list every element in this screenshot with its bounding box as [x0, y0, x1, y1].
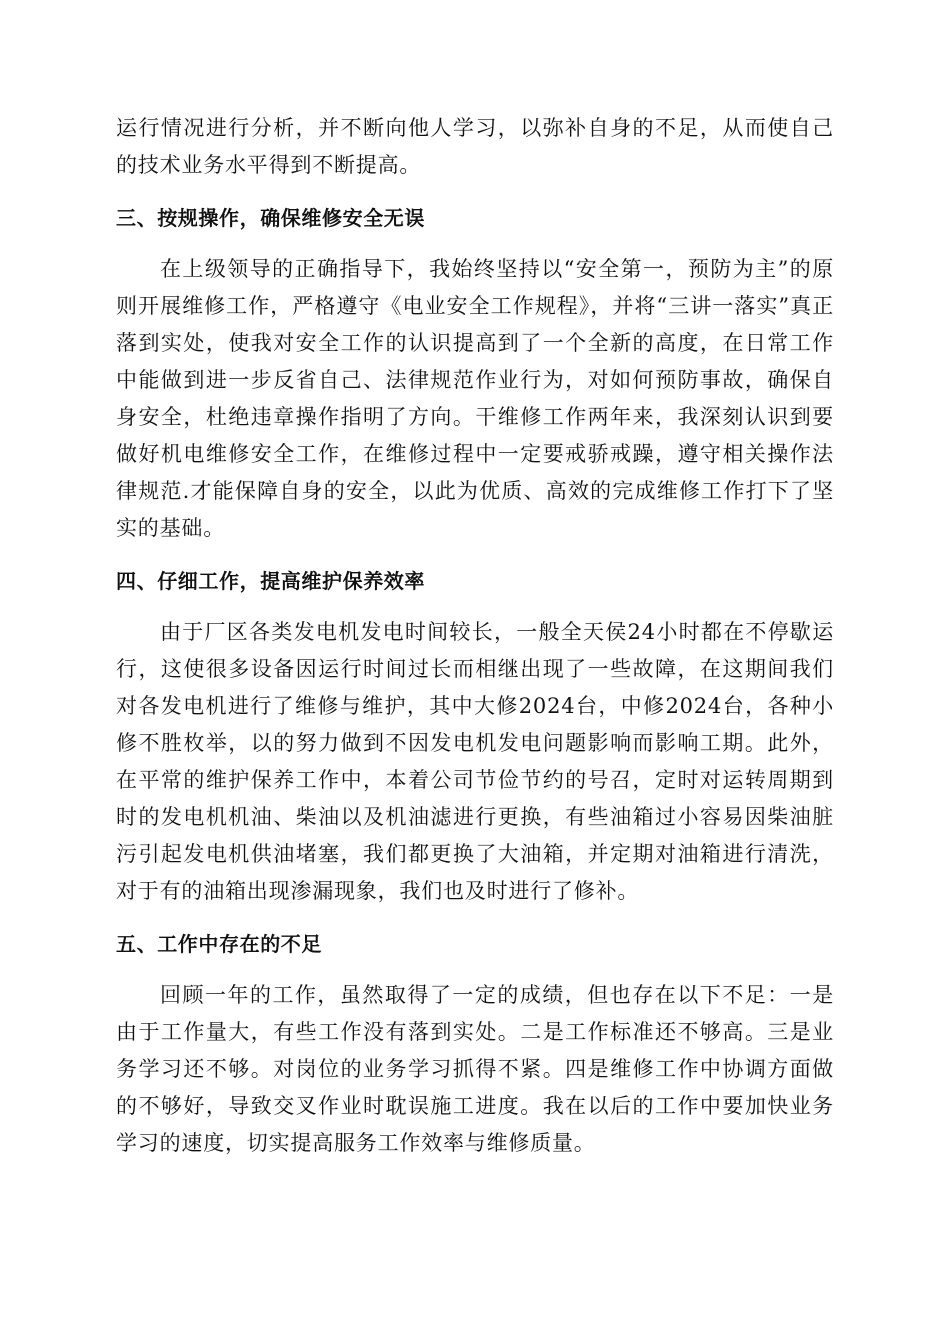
document-body — [116, 110, 834, 1162]
paragraph-intro: 运行情况进行分析，并不断向他人学习，以弥补自身的不足，从而使自己的技术业务水平得到不断提高。 — [116, 116, 834, 177]
section-heading-3: 三、按规操作，确保维修安全无误 — [116, 206, 425, 230]
paragraph-shortcomings: 回顾一年的工作，虽然取得了一定的成绩，但也存在以下不足：一是由于工作量大，有些工作没有落到实处。二是工作标准还不够高。三是业务学习还不够。对岗位的业务学习抓得不紧。四是维修工作中协调方面做的不够好，导致交叉作业时耽误施工进度。我在以后的工作中要加快业务学习的速度，切实提高服务工作效率与维修质量。 — [116, 983, 834, 1155]
paragraph-safety: 在上级领导的正确指导下，我始终坚持以“安全第一，预防为主”的原则开展维修工作，严格遵守《电业安全工作规程》，并将“三讲一落实”真正落到实处，使我对安全工作的认识提高到了一个全新的高度，在日常工作中能做到进一步反省自己、法律规范作业行为，对如何预防事故，确保自身安全，杜绝违章操作指明了方向。干维修工作两年来，我深刻认识到要做好机电维修安全工作，在维修过程中一定要戒骄戒躁，遵守相关操作法律规范.才能保障自身的安全，以此为优质、高效的完成维修工作打下了坚实的基础。 — [116, 257, 834, 540]
section-heading-4: 四、仔细工作，提高维护保养效率 — [116, 569, 425, 593]
paragraph-maintenance: 由于厂区各类发电机发电时间较长，一般全天侯24小时都在不停歇运行，这使很多设备因运行时间过长而相继出现了一些故障，在这期间我们对各发电机进行了维修与维护，其中大修2024台，中修2024台，各种小修不胜枚举，以的努力做到不因发电机发电问题影响而影响工期。此外，在平常的维护保养工作中，本着公司节俭节约的号召，定时对运转周期到时的发电机机油、柴油以及机油滤进行更换，有些油箱过小容易因柴油脏污引起发电机供油堵塞，我们都更换了大油箱，并定期对油箱进行清洗，对于有的油箱出现渗漏现象，我们也及时进行了修补。 — [116, 620, 834, 903]
section-heading-5: 五、工作中存在的不足 — [116, 932, 322, 956]
